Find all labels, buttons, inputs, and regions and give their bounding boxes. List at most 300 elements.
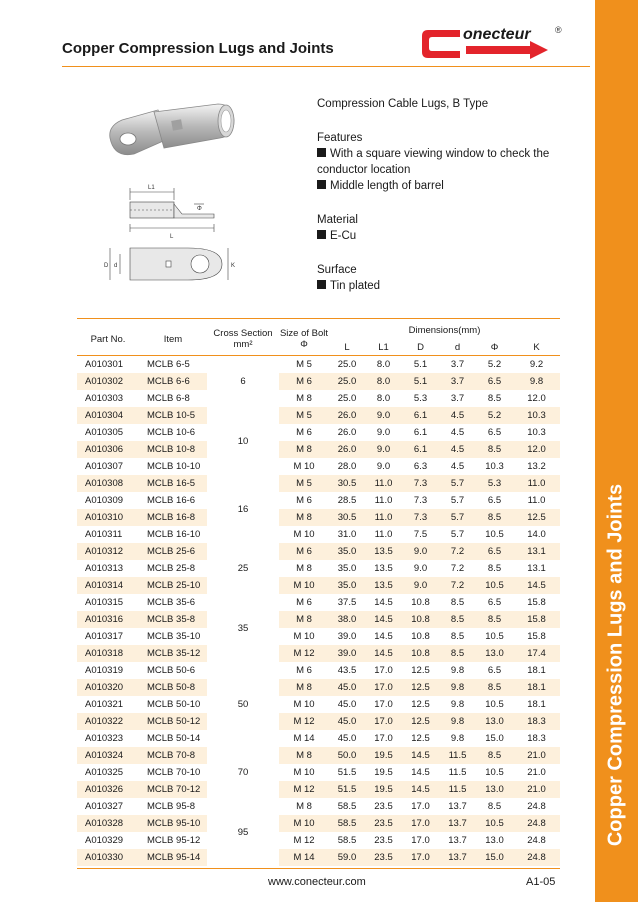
cell-l: 25.0 [329, 373, 365, 390]
cell-bolt: M 8 [296, 393, 312, 404]
cell-d-lower: 3.7 [450, 393, 465, 404]
cell-d-lower: 13.7 [439, 849, 476, 866]
cell-part-no: A010302 [77, 373, 139, 390]
cell-l1: 23.5 [374, 835, 393, 846]
cell-item: MCLB 70-10 [147, 767, 201, 778]
logo-wordmark: onecteur [463, 26, 531, 43]
cell-part-no: A010316 [77, 611, 139, 628]
cell-l: 43.5 [337, 665, 357, 676]
cell-item: MCLB 50-8 [139, 679, 207, 696]
material-section [317, 212, 577, 244]
cell-d-upper: 5.3 [413, 393, 428, 404]
table-row [77, 798, 560, 815]
drawing-label-phi: Φ [197, 206, 202, 212]
cell-part-no: A010315 [85, 597, 124, 608]
footer-url: www.conecteur.com [268, 876, 366, 888]
header-k: K [533, 342, 540, 353]
table-row [77, 356, 560, 373]
brand-logo [420, 22, 585, 72]
cell-k: 10.3 [513, 407, 560, 424]
cell-d-lower: 11.5 [439, 747, 476, 764]
cell-cross-section: 10 [237, 435, 249, 447]
cell-k: 12.0 [527, 393, 546, 404]
table-row [77, 696, 560, 713]
bullet-square-icon [317, 280, 326, 289]
cell-l: 35.0 [329, 543, 365, 560]
cell-item: MCLB 16-5 [139, 475, 207, 492]
cell-l1: 9.0 [365, 407, 402, 424]
table-row [77, 713, 560, 730]
cell-l1: 9.0 [376, 461, 391, 472]
cell-d-lower: 8.5 [439, 645, 476, 662]
cell-phi: 6.5 [487, 597, 502, 608]
surface-heading: Surface [317, 264, 357, 276]
specifications-table [77, 322, 560, 866]
table-row [77, 764, 560, 781]
cell-phi: 15.0 [476, 849, 513, 866]
cell-k: 9.2 [529, 359, 544, 370]
table-row [77, 645, 560, 662]
header-part-no: Part No. [90, 333, 126, 345]
cell-bolt: M 10 [293, 529, 315, 540]
cell-l1: 11.0 [374, 529, 393, 540]
cell-d-lower: 4.5 [439, 441, 476, 458]
cell-bolt: M 6 [279, 373, 329, 390]
cell-l1: 23.5 [365, 849, 402, 866]
cell-l1: 23.5 [374, 801, 393, 812]
cell-phi: 8.5 [476, 611, 513, 628]
cell-bolt: M 6 [279, 543, 329, 560]
cell-cross-section: 50 [237, 699, 249, 710]
cell-part-no: A010325 [85, 767, 124, 778]
table-row [77, 781, 560, 798]
cell-phi: 8.5 [476, 441, 513, 458]
cell-l: 35.0 [329, 577, 365, 594]
registered-mark: ® [555, 25, 562, 35]
table-row [77, 526, 560, 543]
footer-page-number: A1-05 [526, 876, 556, 888]
cell-d-upper: 7.3 [413, 495, 428, 506]
side-banner-title: Copper Compression Lugs and Joints [604, 483, 627, 847]
cell-item: MCLB 35-12 [139, 645, 207, 662]
cell-bolt: M 12 [279, 781, 329, 798]
features-heading: Features [317, 132, 363, 144]
cell-phi: 10.3 [485, 461, 504, 472]
cell-k: 14.5 [513, 577, 560, 594]
cell-bolt: M 12 [279, 645, 329, 662]
cell-part-no: A010308 [77, 475, 139, 492]
cell-bolt: M 8 [279, 441, 329, 458]
cell-l: 31.0 [337, 529, 357, 540]
cell-k: 15.8 [527, 597, 546, 608]
cell-l: 35.0 [337, 563, 357, 574]
cell-bolt: M 8 [279, 611, 329, 628]
cell-l1: 13.5 [365, 543, 402, 560]
cell-l1: 17.0 [374, 665, 393, 676]
cell-part-no: A010319 [85, 665, 124, 676]
cell-d-lower: 7.2 [439, 543, 476, 560]
cell-k: 13.2 [527, 461, 546, 472]
table-row [77, 475, 560, 492]
cell-l1: 19.5 [365, 747, 402, 764]
table-row [77, 458, 560, 475]
cell-l1: 8.0 [376, 359, 391, 370]
table-row [77, 611, 560, 628]
cell-l: 28.0 [337, 461, 357, 472]
cell-item: MCLB 10-5 [139, 407, 207, 424]
table-body [77, 356, 560, 866]
cell-phi: 6.5 [476, 543, 513, 560]
cell-l: 39.0 [329, 645, 365, 662]
cell-item: MCLB 25-6 [139, 543, 207, 560]
cell-d-lower: 9.8 [450, 665, 465, 676]
cell-part-no: A010314 [77, 577, 139, 594]
cell-l1: 19.5 [374, 767, 393, 778]
cell-l: 38.0 [329, 611, 365, 628]
product-info [317, 96, 577, 312]
cell-d-lower: 13.7 [439, 815, 476, 832]
cell-part-no: A010311 [85, 529, 123, 540]
table-row [77, 390, 560, 407]
cell-l: 37.5 [337, 597, 357, 608]
cell-d-upper: 10.8 [402, 645, 439, 662]
table-row [77, 407, 560, 424]
cell-d-lower: 11.5 [439, 781, 476, 798]
cell-item: MCLB 50-10 [147, 699, 201, 710]
cell-d-upper: 12.5 [411, 733, 430, 744]
drawing-label-l: L [170, 234, 174, 240]
cell-bolt: M 14 [293, 733, 315, 744]
cell-l1: 13.5 [374, 563, 393, 574]
cell-phi: 13.0 [485, 835, 504, 846]
cell-d-upper: 5.1 [402, 373, 439, 390]
cell-bolt: M 10 [293, 631, 315, 642]
technical-drawing [96, 178, 246, 303]
cell-k: 17.4 [513, 645, 560, 662]
cell-d-upper: 14.5 [402, 781, 439, 798]
table-row [77, 492, 560, 509]
cell-phi: 8.5 [476, 747, 513, 764]
cell-cross-section: 95 [237, 826, 249, 838]
cell-bolt: M 14 [279, 849, 329, 866]
bullet-square-icon [317, 148, 326, 157]
surface-section [317, 262, 577, 294]
cell-item: MCLB 50-12 [139, 713, 207, 730]
cell-part-no: A010322 [77, 713, 139, 730]
drawing-label-d-lower: d [114, 263, 118, 269]
table-row [77, 373, 560, 390]
cell-l: 26.0 [337, 427, 357, 438]
cell-d-upper: 17.0 [402, 815, 439, 832]
cell-k: 24.8 [527, 835, 546, 846]
cell-d-upper: 9.0 [413, 563, 428, 574]
cell-phi: 8.5 [487, 563, 502, 574]
table-row [77, 424, 560, 441]
cell-l1: 14.5 [374, 631, 393, 642]
cell-bolt: M 8 [296, 801, 312, 812]
cell-k: 18.1 [527, 699, 546, 710]
cell-bolt: M 8 [279, 679, 329, 696]
cell-l: 26.0 [329, 441, 365, 458]
cell-d-upper: 6.1 [402, 441, 439, 458]
cell-l1: 13.5 [365, 577, 402, 594]
cell-phi: 6.5 [487, 665, 502, 676]
cell-l: 45.0 [337, 733, 357, 744]
cell-phi: 5.3 [476, 475, 513, 492]
cell-part-no: A010301 [85, 359, 124, 370]
cell-phi: 15.0 [485, 733, 504, 744]
cell-item: MCLB 35-10 [147, 631, 201, 642]
header-cross-section: Cross Section mm² [213, 328, 273, 350]
cell-l1: 17.0 [365, 679, 402, 696]
drawing-label-d-upper: D [104, 263, 109, 269]
cell-l: 25.0 [337, 359, 357, 370]
cell-cross-section: 16 [237, 503, 249, 515]
features-section [317, 130, 577, 194]
cell-d-lower: 4.5 [439, 407, 476, 424]
table-row [77, 543, 560, 560]
cell-l1: 14.5 [365, 645, 402, 662]
cell-d-lower: 13.7 [448, 801, 467, 812]
cell-l: 39.0 [337, 631, 357, 642]
cell-l1: 11.0 [365, 509, 402, 526]
cell-phi: 8.5 [487, 801, 502, 812]
cell-item: MCLB 25-8 [147, 563, 196, 574]
cell-part-no: A010312 [77, 543, 139, 560]
cell-d-lower: 3.7 [439, 373, 476, 390]
cell-phi: 10.5 [485, 529, 504, 540]
surface-item: Tin plated [317, 278, 577, 294]
cell-part-no: A010321 [85, 699, 124, 710]
cell-phi: 5.2 [476, 407, 513, 424]
cell-l: 51.5 [337, 767, 357, 778]
cell-item: MCLB 6-5 [147, 359, 190, 370]
cell-l: 45.0 [329, 713, 365, 730]
cell-l1: 9.0 [365, 441, 402, 458]
cell-part-no: A010304 [77, 407, 139, 424]
table-row [77, 679, 560, 696]
cell-phi: 10.5 [485, 631, 504, 642]
cell-d-upper: 6.3 [413, 461, 428, 472]
cell-d-upper: 17.0 [411, 835, 430, 846]
cell-d-lower: 9.8 [439, 713, 476, 730]
table-row [77, 577, 560, 594]
cell-l: 30.5 [329, 475, 365, 492]
cell-part-no: A010329 [85, 835, 124, 846]
cell-part-no: A010324 [77, 747, 139, 764]
cell-d-upper: 9.0 [402, 543, 439, 560]
cell-phi: 10.5 [485, 699, 504, 710]
cell-part-no: A010307 [85, 461, 124, 472]
cell-part-no: A010303 [85, 393, 124, 404]
cell-bolt: M 8 [296, 563, 312, 574]
cell-item: MCLB 35-8 [139, 611, 207, 628]
cell-k: 15.8 [513, 611, 560, 628]
cell-d-lower: 11.5 [448, 767, 467, 778]
cell-bolt: M 10 [279, 815, 329, 832]
table-row [77, 560, 560, 577]
drawing-label-l1: L1 [148, 185, 155, 191]
cell-d-upper: 12.5 [402, 679, 439, 696]
cell-part-no: A010330 [77, 849, 139, 866]
cell-k: 24.8 [513, 849, 560, 866]
cell-k: 21.0 [527, 767, 546, 778]
cell-l: 26.0 [329, 407, 365, 424]
cell-l1: 8.0 [376, 393, 391, 404]
table-row [77, 849, 560, 866]
cell-phi: 8.5 [476, 679, 513, 696]
cell-bolt: M 10 [279, 577, 329, 594]
table-row [77, 509, 560, 526]
cell-l: 30.5 [329, 509, 365, 526]
cell-phi: 13.0 [476, 781, 513, 798]
cell-bolt: M 12 [279, 713, 329, 730]
cell-d-upper: 6.1 [413, 427, 428, 438]
cell-d-upper: 7.3 [402, 509, 439, 526]
table-row [77, 628, 560, 645]
cell-d-upper: 10.8 [402, 611, 439, 628]
cell-k: 18.1 [513, 679, 560, 696]
cell-part-no: A010327 [85, 801, 124, 812]
cell-k: 12.5 [513, 509, 560, 526]
material-heading: Material [317, 214, 358, 226]
cell-d-lower: 9.8 [439, 679, 476, 696]
cell-bolt: M 6 [296, 495, 312, 506]
header-d-upper: D [417, 342, 424, 353]
cell-l: 58.5 [337, 801, 357, 812]
cell-k: 14.0 [527, 529, 546, 540]
cell-d-upper: 10.8 [411, 597, 430, 608]
cell-k: 18.3 [513, 713, 560, 730]
cell-item: MCLB 16-6 [147, 495, 196, 506]
cell-d-lower: 8.5 [439, 611, 476, 628]
cell-item: MCLB 70-8 [139, 747, 207, 764]
cell-phi: 5.2 [487, 359, 502, 370]
cell-l1: 8.0 [365, 373, 402, 390]
table-row [77, 594, 560, 611]
cell-k: 11.0 [513, 475, 560, 492]
cell-d-upper: 12.5 [411, 665, 430, 676]
cell-k: 21.0 [513, 781, 560, 798]
cell-d-upper: 17.0 [411, 801, 430, 812]
cell-k: 18.3 [527, 733, 546, 744]
cell-d-lower: 8.5 [450, 597, 465, 608]
table-row [77, 815, 560, 832]
cell-l: 50.0 [329, 747, 365, 764]
cell-d-upper: 6.1 [402, 407, 439, 424]
cell-d-lower: 5.7 [450, 529, 465, 540]
cell-part-no: A010323 [85, 733, 124, 744]
cell-item: MCLB 50-6 [147, 665, 196, 676]
cell-k: 24.8 [513, 815, 560, 832]
table-top-rule [77, 318, 560, 319]
cell-l: 58.5 [329, 815, 365, 832]
cell-item: MCLB 50-14 [147, 733, 201, 744]
cell-k: 9.8 [513, 373, 560, 390]
cell-item: MCLB 95-10 [139, 815, 207, 832]
cell-k: 11.0 [527, 495, 546, 506]
cell-part-no: A010320 [77, 679, 139, 696]
cell-l1: 11.0 [374, 495, 393, 506]
header-d-lower: d [454, 342, 461, 353]
cell-part-no: A010305 [85, 427, 124, 438]
cell-k: 13.1 [513, 543, 560, 560]
cell-item: MCLB 35-6 [147, 597, 196, 608]
cell-l: 59.0 [329, 849, 365, 866]
cell-d-lower: 9.8 [450, 733, 465, 744]
material-item: E-Cu [317, 228, 577, 244]
cell-l1: 19.5 [365, 781, 402, 798]
cell-phi: 10.5 [485, 767, 504, 778]
cell-cross-section: 6 [240, 376, 246, 387]
cell-phi: 10.5 [476, 815, 513, 832]
cell-l: 25.0 [337, 393, 357, 404]
cell-k: 12.0 [513, 441, 560, 458]
cell-item: MCLB 10-10 [147, 461, 201, 472]
cell-part-no: A010310 [77, 509, 139, 526]
cell-l1: 9.0 [376, 427, 391, 438]
cell-d-lower: 4.5 [450, 427, 465, 438]
cell-d-upper: 10.8 [411, 631, 430, 642]
header-dimensions: Dimensions(mm) [408, 325, 481, 336]
cell-k: 15.8 [527, 631, 546, 642]
table-row [77, 441, 560, 458]
cell-part-no: A010318 [77, 645, 139, 662]
cell-bolt: M 8 [279, 747, 329, 764]
table-header [77, 322, 560, 356]
cell-phi: 10.5 [476, 577, 513, 594]
bullet-square-icon [317, 180, 326, 189]
header-l1: L1 [378, 342, 389, 353]
cell-bolt: M 6 [296, 427, 312, 438]
cell-bolt: M 8 [279, 509, 329, 526]
cell-k: 13.1 [527, 563, 546, 574]
cell-item: MCLB 95-8 [147, 801, 196, 812]
feature-item: Middle length of barrel [317, 178, 577, 194]
cell-d-lower: 9.8 [450, 699, 465, 710]
cell-l1: 17.0 [365, 713, 402, 730]
bullet-square-icon [317, 230, 326, 239]
cell-part-no: A010306 [77, 441, 139, 458]
cell-d-upper: 12.5 [411, 699, 430, 710]
cell-phi: 13.0 [476, 713, 513, 730]
cell-l: 45.0 [337, 699, 357, 710]
cell-phi: 13.0 [476, 645, 513, 662]
page-title: Copper Compression Lugs and Joints [62, 40, 334, 57]
feature-item: With a square viewing window to check the conductor location [317, 148, 550, 176]
cell-item: MCLB 70-12 [139, 781, 207, 798]
cell-d-lower: 5.7 [439, 509, 476, 526]
table-row [77, 832, 560, 849]
cell-d-upper: 7.3 [402, 475, 439, 492]
cell-bolt: M 6 [296, 665, 312, 676]
cell-l1: 23.5 [365, 815, 402, 832]
cell-d-lower: 13.7 [448, 835, 467, 846]
cell-bolt: M 5 [279, 407, 329, 424]
cell-bolt: M 10 [293, 767, 315, 778]
drawing-label-k: K [231, 263, 236, 269]
cell-item: MCLB 6-8 [147, 393, 190, 404]
cell-bolt: M 10 [293, 699, 315, 710]
cell-phi: 6.5 [487, 495, 502, 506]
header-item: Item [163, 333, 183, 345]
cell-item: MCLB 16-8 [139, 509, 207, 526]
cell-part-no: A010326 [77, 781, 139, 798]
cell-item: MCLB 95-12 [147, 835, 201, 846]
cell-l: 45.0 [329, 679, 365, 696]
cell-d-lower: 7.2 [450, 563, 465, 574]
cell-l1: 17.0 [374, 733, 393, 744]
